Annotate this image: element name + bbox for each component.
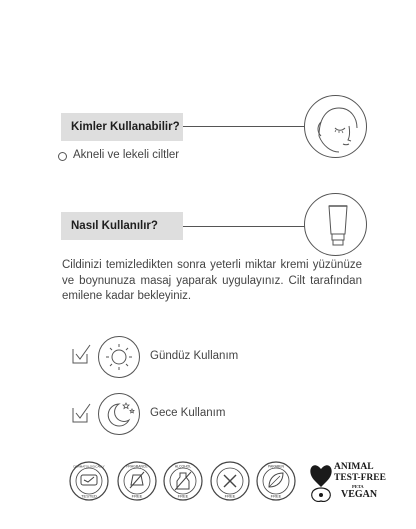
svg-text:DERMATOLOGICALLY: DERMATOLOGICALLY [73,464,105,469]
moon-stars-icon [98,393,140,435]
night-checkbox-check-icon [71,402,93,424]
day-use-label: Gündüz Kullanım [150,350,239,362]
svg-text:ALCOHOL: ALCOHOL [174,464,192,469]
who-list-item: Akneli ve lekeli ciltler [73,149,180,161]
who-can-use-heading: Kimler Kullanabilir? [61,113,183,141]
svg-text:FRAGRANCE: FRAGRANCE [126,464,148,469]
svg-text:FREE: FREE [131,493,143,499]
vegan-line-test-free: TEST-FREE [334,473,386,483]
svg-text:PARABEN: PARABEN [268,464,284,469]
svg-text:FREE: FREE [224,493,236,499]
vegan-line-peta: PETA [352,484,364,489]
night-use-label: Gece Kullanım [150,407,226,419]
alcohol-free-badge [163,461,203,501]
free-x-badge [210,461,250,501]
paraben-free-badge [256,461,296,501]
who-divider-line [183,126,307,127]
svg-text:FREE: FREE [270,493,282,499]
svg-text:TESTED: TESTED [81,493,97,499]
sun-icon [98,336,140,378]
dermatologically-tested-badge [69,461,109,501]
how-to-use-heading: Nasıl Kullanılır? [61,212,183,240]
how-divider-line [183,226,307,227]
face-icon [304,95,367,158]
how-to-use-paragraph: Cildinizi temizledikten sonra yeterli miktar kremi yüzünüze ve boynunuza masaj yaparak uygulayınız. Cilt tarafından emilene kadar bekleyiniz. [62,259,362,302]
svg-text:FREE: FREE [177,493,189,499]
day-checkbox-check-icon [71,343,93,365]
vegan-line-vegan: VEGAN [341,489,378,500]
list-bullet-icon [58,152,67,161]
fragrance-free-badge [117,461,157,501]
vegan-line-animal: ANIMAL [334,462,374,472]
cream-tube-icon [304,193,367,256]
